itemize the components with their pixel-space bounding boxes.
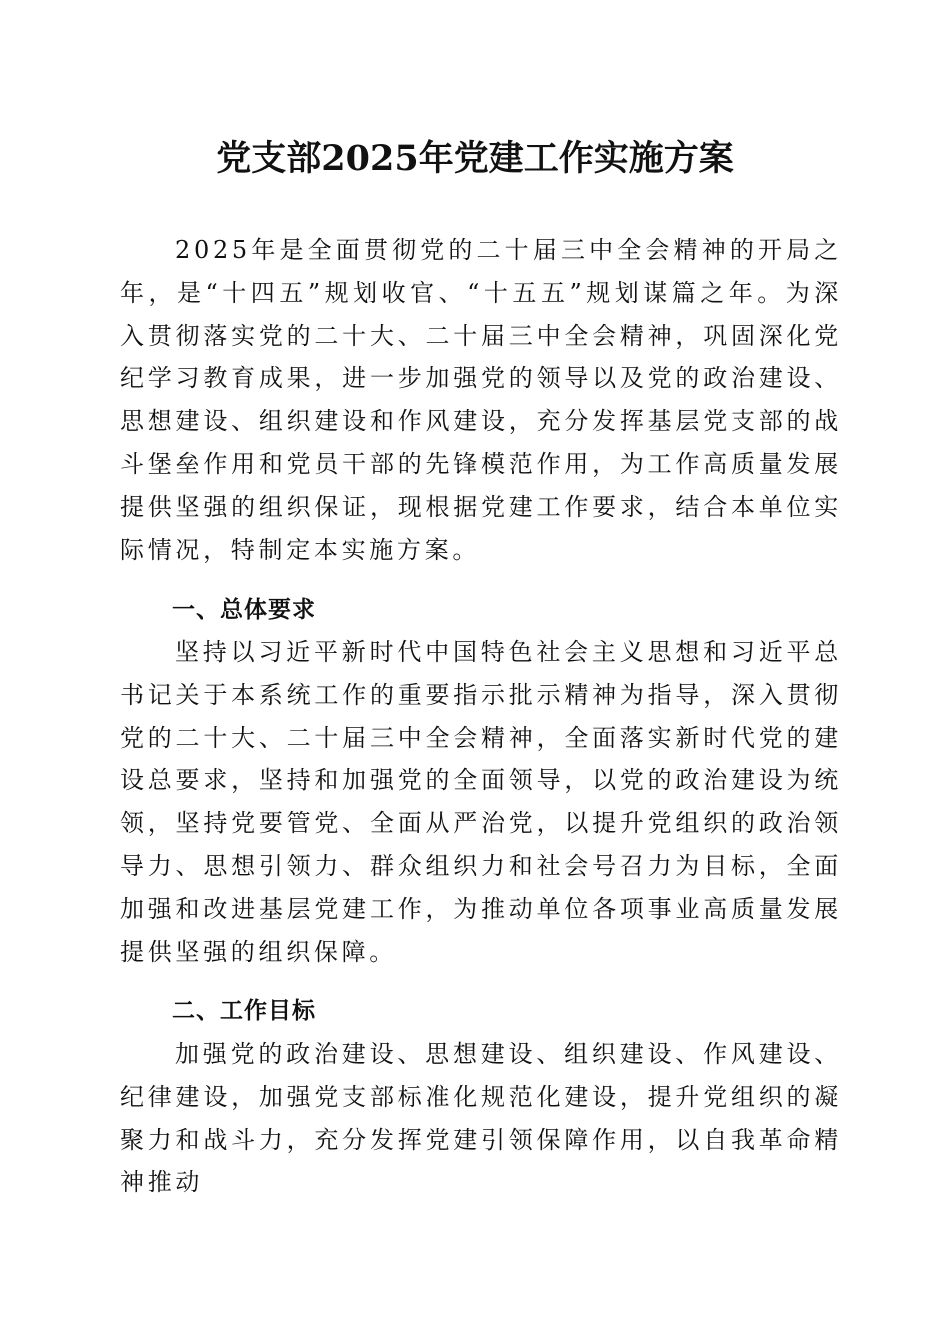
section-heading-work-goals: 二、工作目标	[172, 998, 316, 1024]
section-body-general-requirements: 坚持以习近平新时代中国特色社会主义思想和习近平总书记关于本系统工作的重要指示批示精神为指导，深入贯彻党的二十大、二十届三中全会精神，全面落实新时代党的建设总要求，坚持和加强党的全面领导，以党的政治建设为统领，坚持党要管党、全面从严治党，以提升党组织的政治领导力、思想引领力、群众组织力和社会号召力为目标，全面加强和改进基层党建工作，为推动单位各项事业高质量发展提供坚强的组织保障。	[120, 638, 842, 966]
intro-paragraph: 2025年是全面贯彻党的二十届三中全会精神的开局之年，是“十四五”规划收官、“十五五”规划谋篇之年。为深入贯彻落实党的二十大、二十届三中全会精神，巩固深化党纪学习教育成果，进一步加强党的领导以及党的政治建设、思想建设、组织建设和作风建设，充分发挥基层党支部的战斗堡垒作用和党员干部的先锋模范作用，为工作高质量发展提供坚强的组织保证，现根据党建工作要求，结合本单位实际情况，特制定本实施方案。	[120, 236, 842, 564]
section-heading-general-requirements: 一、总体要求	[172, 597, 316, 623]
document-title: 党支部2025年党建工作实施方案	[216, 138, 734, 179]
section-body-work-goals: 加强党的政治建设、思想建设、组织建设、作风建设、纪律建设，加强党支部标准化规范化建设，提升党组织的凝聚力和战斗力，充分发挥党建引领保障作用，以自我革命精神推动	[120, 1040, 842, 1197]
